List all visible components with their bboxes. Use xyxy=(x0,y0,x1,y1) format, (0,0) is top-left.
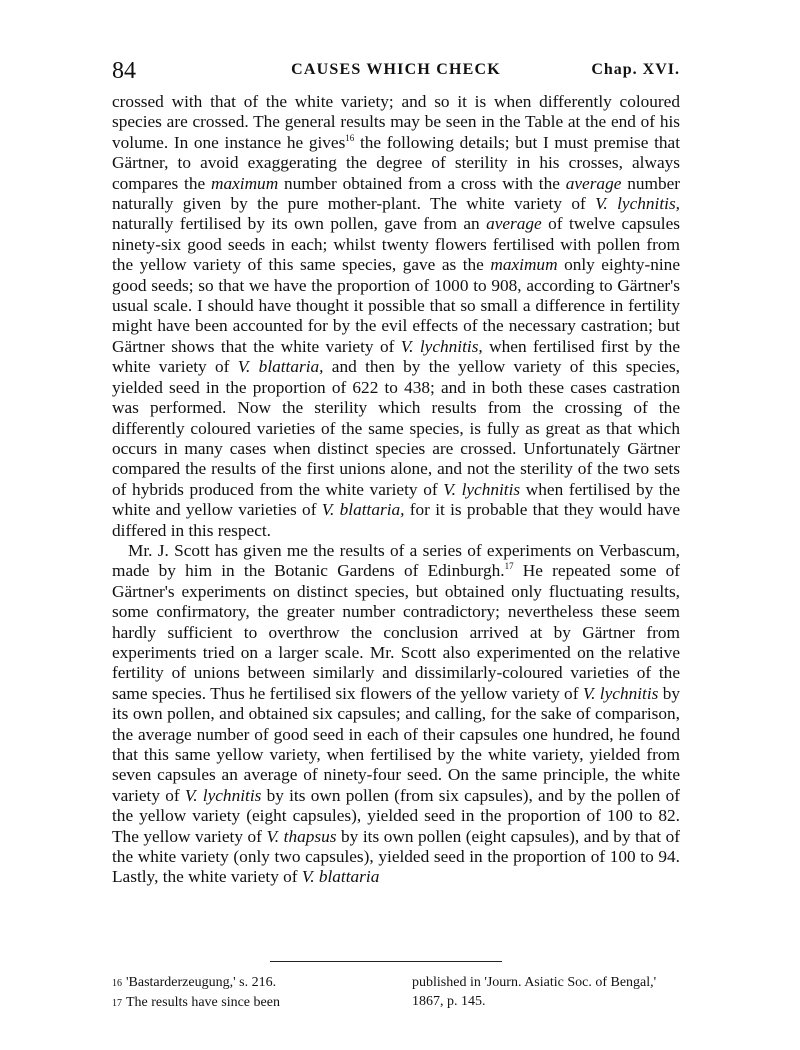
italic-text: V. lychnitis xyxy=(443,479,521,499)
footnote-text: The results have since been xyxy=(126,995,280,1010)
italic-text: V. blattaria, xyxy=(237,357,324,377)
footnote-reference: 16 xyxy=(345,133,355,144)
paragraph: crossed with that of the white variety; and so it is when differently coloured species are crossed. The general results may be seen in the Table at the end of his volume. In one instance he gives$^{16}$ the following details; but I must premise that Gärtner, to avoid exaggerating the degree of sterility in his crosses, always compares the maximum number obtained from a cross with the average number naturally given by the pure mother-plant. The white variety of V. lychnitis, naturally fertilised by its own pollen, gave from an average of twelve capsules ninety-six good seeds in each; whilst twenty flowers fertilised with pollen from the yellow variety of this same species, gave as the maximum only eighty-nine good seeds; so that we have the proportion of 1000 to 908, according to Gärtner's usual scale. I should have thought it possible that so small a difference in fertility might have been accounted for by the evil effects of the necessary castration; but Gärtner shows that the white variety of V. lychnitis, when fertilised first by the white variety of V. blattaria, and then by the yellow variety of this species, yielded seed in the proportion of 622 to 438; and in both these cases castration was performed. Now the sterility which results from the crossing of the differently coloured varieties of the same species, is fully as great as that which occurs in many cases when distinct species are crossed. Unfortunately Gärtner compared the results of the first unions alone, and not the sterility of the two sets of hybrids produced from the white variety of V. lychnitis when fertilised by the white and yellow varieties of V. blattaria, for it is probable that they would have differed in this respect. xyxy=(112,92,681,540)
footnote-16 xyxy=(112,973,397,993)
italic-text: average xyxy=(486,214,542,234)
italic-text: maximum xyxy=(210,173,279,193)
footnote-17 xyxy=(112,993,397,1013)
footnote-number: 16 xyxy=(112,978,122,989)
footnote-reference: 17 xyxy=(504,561,514,572)
italic-text: V. blattaria xyxy=(301,867,380,887)
chapter-label: Chap. XVI. xyxy=(591,61,680,78)
italic-text: V. lychnitis xyxy=(582,683,659,703)
footnote-17-continued: published in 'Journ. Asiatic Soc. of Bengal,' 1867, p. 145. xyxy=(412,975,657,1009)
footnote-text: 'Bastarderzeugung,' s. 216. xyxy=(126,975,277,990)
footnote-column-left xyxy=(112,973,397,1013)
main-text xyxy=(112,92,680,888)
italic-text: V. lychnitis, xyxy=(400,336,483,356)
italic-text: maximum xyxy=(490,255,558,275)
page-number: 84 xyxy=(112,58,136,84)
running-title: CAUSES WHICH CHECK xyxy=(291,61,501,78)
footnote-column-right xyxy=(412,973,680,1011)
italic-text: average xyxy=(565,173,622,193)
italic-text: V. lychnitis, xyxy=(595,194,680,214)
footnote-rule xyxy=(270,961,502,962)
italic-text: V. blattaria, xyxy=(321,500,405,520)
paragraph: Mr. J. Scott has given me the results of a series of experiments on Verbascum, made by him in the Botanic Gardens of Edinburgh.$^{17}$ He repeated some of Gärtner's experiments on distinct species, but obtained only fluctuating results, some confirmatory, the greater number contradictory; nevertheless these seem hardly sufficient to overthrow the conclusion arrived at by Gärtner from experiments tried on a larger scale. Mr. Scott also experimented on the relative fertility of unions between similarly and dissimilarly-coloured varieties of the same species. Thus he fertilised six flowers of the yellow variety of V. lychnitis by its own pollen, and obtained six capsules; and calling, for the sake of comparison, the average number of good seed in each of their capsules one hundred, he found that this same yellow variety, when fertilised by the white variety, yielded from seven capsules an average of ninety-four seed. On the same principle, the white variety of V. lychnitis by its own pollen (from six capsules), and by the pollen of the yellow variety (eight capsules), yielded seed in the proportion of 100 to 82. The yellow variety of V. thapsus by its own pollen (eight capsules), and by that of the white variety (only two capsules), yielded seed in the proportion of 100 to 94. Lastly, the white variety of V. blattaria xyxy=(112,540,681,887)
italic-text: V. thapsus xyxy=(266,826,337,846)
footnote-number: 17 xyxy=(112,998,122,1009)
page-header xyxy=(112,58,680,88)
italic-text: V. lychnitis xyxy=(184,785,262,805)
